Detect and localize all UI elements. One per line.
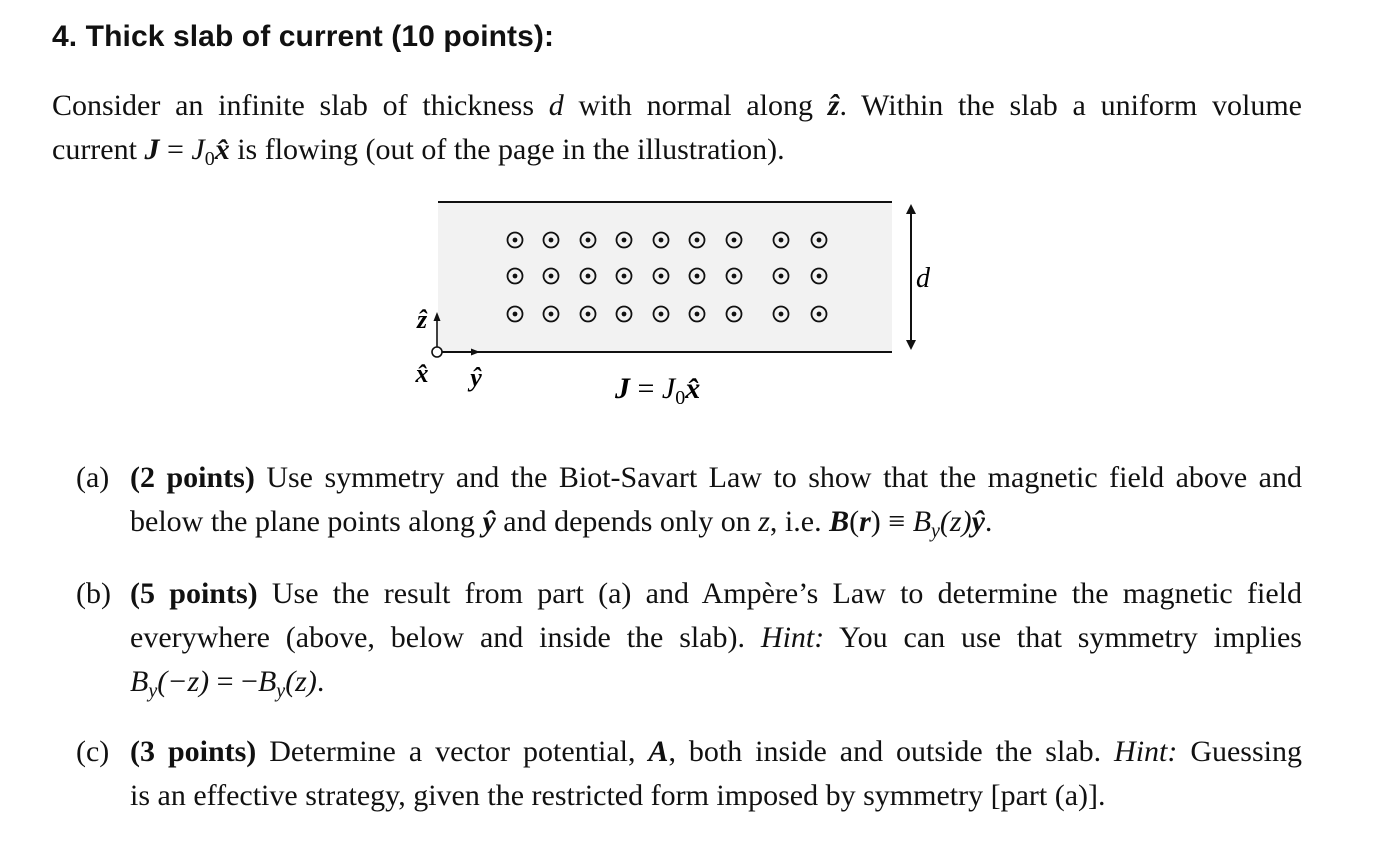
part-text: and depends only on (495, 505, 759, 538)
math-yhat: ŷ (971, 505, 985, 538)
math-arg: (z) (285, 665, 317, 698)
part-c-body (130, 730, 1302, 818)
part-text: Use symmetry and the Biot-Savart Law to show that the magnetic field above and (254, 461, 1303, 494)
math-xhat: x̂ (214, 133, 230, 166)
problem-intro (52, 84, 1302, 181)
part-b-line-2 (130, 616, 1302, 660)
part-b-line-3 (130, 660, 1302, 713)
label-J0-subscript: 0 (675, 387, 686, 409)
part-label: (c) (76, 735, 110, 768)
thickness-label: d (916, 263, 930, 294)
hint-label: Hint: (760, 621, 825, 654)
part-label: (a) (76, 461, 110, 494)
points-label: (3 points) (130, 735, 257, 768)
math-arg: (z) (939, 505, 972, 538)
math-equals: = (159, 133, 192, 166)
part-text: . (984, 505, 993, 538)
math-yhat: ŷ (482, 505, 496, 538)
math-subscript: y (931, 520, 940, 542)
math-zhat: ẑ (827, 89, 840, 122)
part-b-body (130, 572, 1302, 713)
x-axis-origin-circle (432, 347, 442, 357)
part-b (76, 572, 1302, 713)
part-a (76, 456, 1302, 553)
intro-line-2 (52, 128, 1302, 181)
part-c-line-1 (130, 730, 1302, 774)
part-text: . (316, 665, 325, 698)
problem-title: 4. Thick slab of current (10 points): (52, 20, 555, 53)
part-b-line-1 (130, 572, 1302, 616)
math-A: A (648, 735, 669, 768)
hint-label: Hint: (1114, 735, 1178, 768)
slab-diagram (390, 190, 930, 420)
label-equals: = (630, 372, 662, 405)
math-equals: = − (209, 665, 258, 698)
part-c-line-2 (130, 774, 1302, 818)
thickness-arrow (906, 204, 916, 350)
math-paren: ) (870, 505, 881, 538)
intro-text: . Within the slab a uniform volume (839, 89, 1302, 122)
math-paren: ( (849, 505, 860, 538)
part-text: Use the result from part (a) and Ampère’s Law to determine the magnetic field (257, 577, 1302, 610)
slab-region (438, 202, 892, 352)
part-text: below the plane points along (130, 505, 483, 538)
label-xhat: x̂ (685, 372, 701, 405)
math-subscript: y (148, 680, 158, 702)
part-text: You can use that symmetry implies (824, 621, 1302, 654)
part-a-line-1 (130, 456, 1302, 500)
math-arg: (−z) (157, 665, 210, 698)
math-z: z (758, 505, 770, 538)
part-c (76, 730, 1302, 818)
math-equiv: ≡ (880, 505, 913, 538)
intro-text: is flowing (out of the page in the illustration). (229, 133, 785, 166)
part-a-line-2 (130, 500, 1302, 553)
math-subscript: y (276, 680, 286, 702)
axis-label-z: ẑ (416, 305, 428, 334)
label-J0: J (661, 372, 676, 405)
math-B: B (829, 505, 850, 538)
math-J0: J (191, 133, 205, 166)
math-By: B (130, 665, 149, 698)
intro-text: current (52, 133, 145, 166)
intro-text: with normal along (563, 89, 828, 122)
axis-label-x: x̂ (415, 359, 429, 388)
math-By: B (257, 665, 277, 698)
part-text: is an effective strategy, given the restricted form imposed by symmetry [part (a)]. (130, 779, 1106, 812)
part-text: everywhere (above, below and inside the slab). (130, 621, 761, 654)
math-subscript: 0 (204, 148, 215, 170)
label-J: J (615, 372, 630, 405)
part-a-body (130, 456, 1302, 553)
intro-text: Consider an infinite slab of thickness (52, 89, 549, 122)
part-text: , both inside and outside the slab. (668, 735, 1115, 768)
intro-line-1 (52, 84, 1302, 128)
points-label: (2 points) (130, 461, 255, 494)
math-r: r (859, 505, 871, 538)
current-density-label (614, 372, 700, 409)
part-text: Determine a vector potential, (256, 735, 649, 768)
points-label: (5 points) (130, 577, 258, 610)
math-By: B (912, 505, 932, 538)
part-text: , i.e. (769, 505, 830, 538)
part-label: (b) (76, 577, 111, 610)
math-d: d (548, 89, 564, 122)
axis-label-y: ŷ (470, 363, 482, 392)
math-J: J (144, 133, 160, 166)
part-text: Guessing (1177, 735, 1302, 768)
